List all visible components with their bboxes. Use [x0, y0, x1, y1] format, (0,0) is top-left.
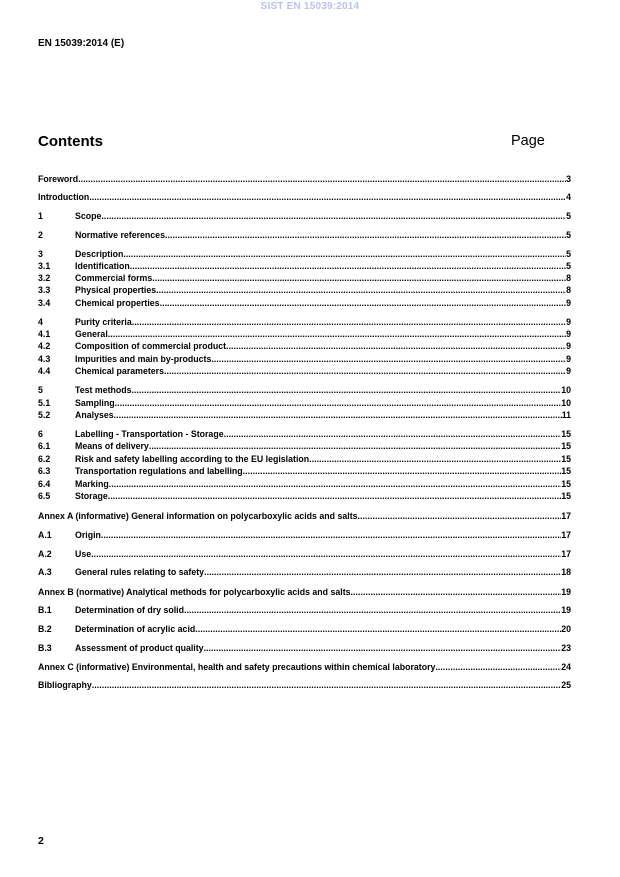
- toc-entry-number: 6.5: [38, 491, 51, 501]
- toc-entry[interactable]: [38, 566, 571, 578]
- dot-leader: [130, 261, 566, 272]
- toc-entry-title: Assessment of product quality: [75, 643, 204, 653]
- dot-leader: [92, 680, 561, 691]
- toc-entry-title: Annex C (informative) Environmental, health and safety precautions within chemical laboratory: [38, 662, 436, 672]
- dot-leader: [101, 211, 566, 222]
- toc-entry[interactable]: [38, 397, 571, 409]
- dot-leader: [132, 385, 562, 396]
- toc-entry[interactable]: [38, 586, 571, 598]
- dot-leader: [91, 549, 561, 560]
- dot-leader: [78, 174, 566, 185]
- toc-entry[interactable]: [38, 604, 571, 616]
- toc-entry-number: 5: [38, 385, 43, 395]
- contents-heading: Contents: [38, 133, 103, 150]
- toc-entry-number: 1: [38, 211, 43, 221]
- toc-entry-title: Description: [75, 249, 124, 259]
- toc-entry-title: Use: [75, 549, 92, 559]
- toc-entry-page: 5: [566, 211, 571, 221]
- toc-entry-page: 15: [561, 466, 571, 476]
- toc-entry[interactable]: [38, 173, 571, 185]
- toc-entry[interactable]: [38, 428, 571, 440]
- dot-leader: [211, 354, 566, 365]
- toc-entry-page: 19: [561, 605, 571, 615]
- toc-entry-number: B.2: [38, 624, 52, 634]
- page-column-label: Page: [511, 133, 545, 149]
- toc-entry-number: 5.1: [38, 398, 51, 408]
- dot-leader: [115, 398, 562, 409]
- toc-entry-number: 3: [38, 249, 43, 259]
- toc-entry-page: 20: [561, 624, 571, 634]
- toc-entry-page: 10: [561, 385, 571, 395]
- dot-leader: [226, 341, 566, 352]
- toc-entry-page: 15: [561, 491, 571, 501]
- toc-entry-number: A.3: [38, 567, 52, 577]
- toc-entry-title: Chemical parameters: [75, 366, 164, 376]
- toc-entry-page: 8: [566, 273, 571, 283]
- toc-entry[interactable]: [38, 353, 571, 365]
- toc-entry-page: 10: [561, 398, 571, 408]
- dot-leader: [224, 429, 562, 440]
- watermark: SIST EN 15039:2014: [260, 1, 360, 12]
- toc-entry[interactable]: [38, 679, 571, 691]
- toc-entry[interactable]: [38, 260, 571, 272]
- dot-leader: [108, 329, 566, 340]
- toc-entry-page: 19: [561, 587, 571, 597]
- toc-entry-page: 9: [566, 366, 571, 376]
- toc-entry[interactable]: [38, 384, 571, 396]
- dot-leader: [156, 285, 566, 296]
- toc-entry-title: Purity criteria: [75, 317, 132, 327]
- toc-entry-number: B.1: [38, 605, 52, 615]
- dot-leader: [123, 249, 566, 260]
- toc-entry-title: Transportation regulations and labelling: [75, 466, 243, 476]
- toc-entry-page: 9: [566, 329, 571, 339]
- toc-entry-title: Introduction: [38, 192, 90, 202]
- toc-entry-title: General rules relating to safety: [75, 567, 205, 577]
- toc-entry-page: 5: [566, 249, 571, 259]
- dot-leader: [149, 441, 561, 452]
- toc-entry[interactable]: [38, 478, 571, 490]
- toc-entry-title: Labelling - Transportation - Storage: [75, 429, 224, 439]
- toc-entry-title: Normative references: [75, 230, 165, 240]
- toc-entry-title: Scope: [75, 211, 102, 221]
- toc-entry-number: 6: [38, 429, 43, 439]
- dot-leader: [309, 454, 561, 465]
- toc-entry[interactable]: [38, 409, 571, 421]
- toc-entry-number: 3.1: [38, 261, 51, 271]
- toc-entry[interactable]: [38, 328, 571, 340]
- toc-entry[interactable]: [38, 642, 571, 654]
- toc-entry-title: Analyses: [75, 410, 114, 420]
- toc-entry-page: 9: [566, 317, 571, 327]
- toc-entry-title: Bibliography: [38, 680, 92, 690]
- toc-entry-title: Storage: [75, 491, 108, 501]
- toc-entry[interactable]: [38, 510, 571, 522]
- dot-leader: [114, 410, 562, 421]
- toc-entry-title: Test methods: [75, 385, 132, 395]
- toc-entry[interactable]: [38, 210, 571, 222]
- toc-entry-number: 4: [38, 317, 43, 327]
- toc-entry[interactable]: [38, 248, 571, 260]
- dot-leader: [351, 587, 562, 598]
- toc-entry-page: 11: [561, 410, 571, 420]
- toc-entry-title: Chemical properties: [75, 298, 160, 308]
- toc-entry-title: Sampling: [75, 398, 115, 408]
- toc-entry-title: Identification: [75, 261, 130, 271]
- toc-entry-page: 5: [566, 230, 571, 240]
- toc-entry-page: 15: [561, 441, 571, 451]
- toc-entry[interactable]: [38, 340, 571, 352]
- toc-entry-number: A.2: [38, 549, 52, 559]
- toc-entry-number: 3.4: [38, 298, 51, 308]
- dot-leader: [195, 624, 561, 635]
- toc-entry[interactable]: [38, 365, 571, 377]
- dot-leader: [108, 491, 561, 502]
- toc-entry[interactable]: [38, 297, 571, 309]
- toc-entry-title: Physical properties: [75, 285, 157, 295]
- toc-entry-number: 4.1: [38, 329, 51, 339]
- toc-entry-number: 5.2: [38, 410, 51, 420]
- toc-entry[interactable]: [38, 191, 571, 203]
- dot-leader: [435, 662, 561, 673]
- toc-entry-title: Means of delivery: [75, 441, 149, 451]
- toc-entry-number: 3.3: [38, 285, 51, 295]
- toc-entry-number: B.3: [38, 643, 52, 653]
- document-identifier: EN 15039:2014 (E): [38, 38, 125, 49]
- dot-leader: [358, 511, 562, 522]
- toc-entry-page: 15: [561, 479, 571, 489]
- toc-entry[interactable]: [38, 316, 571, 328]
- toc-entry-number: 6.3: [38, 466, 51, 476]
- toc-entry-page: 15: [561, 429, 571, 439]
- toc-entry-title: Determination of acrylic acid: [75, 624, 196, 634]
- toc-entry-number: 3.2: [38, 273, 51, 283]
- page-number: 2: [38, 835, 44, 847]
- toc-entry-page: 17: [561, 549, 571, 559]
- dot-leader: [160, 298, 567, 309]
- dot-leader: [109, 479, 561, 490]
- toc-entry-page: 8: [566, 285, 571, 295]
- toc-entry-page: 18: [561, 567, 571, 577]
- dot-leader: [204, 567, 561, 578]
- toc-entry-page: 9: [566, 354, 571, 364]
- dot-leader: [243, 466, 562, 477]
- dot-leader: [89, 192, 566, 203]
- dot-leader: [204, 643, 562, 654]
- toc-entry-number: A.1: [38, 530, 52, 540]
- toc-entry-page: 15: [561, 454, 571, 464]
- dot-leader: [132, 317, 566, 328]
- toc-entry-title: Impurities and main by-products: [75, 354, 212, 364]
- toc-entry[interactable]: [38, 661, 571, 673]
- toc-entry-number: 4.2: [38, 341, 51, 351]
- toc-entry[interactable]: [38, 272, 571, 284]
- toc-entry[interactable]: [38, 465, 571, 477]
- toc-entry[interactable]: [38, 284, 571, 296]
- toc-entry-title: Composition of commercial product: [75, 341, 227, 351]
- dot-leader: [101, 530, 561, 541]
- toc-entry-page: 4: [566, 192, 571, 202]
- toc-entry[interactable]: [38, 548, 571, 560]
- toc-entry-page: 25: [561, 680, 571, 690]
- toc-entry-title: Commercial forms: [75, 273, 153, 283]
- toc-entry-title: General: [75, 329, 108, 339]
- toc-entry[interactable]: [38, 529, 571, 541]
- dot-leader: [152, 273, 566, 284]
- dot-leader: [164, 366, 566, 377]
- toc-entry[interactable]: [38, 440, 571, 452]
- toc-entry-number: 6.2: [38, 454, 51, 464]
- toc-entry-page: 9: [566, 341, 571, 351]
- toc-entry[interactable]: [38, 453, 571, 465]
- toc-entry-title: Determination of dry solid: [75, 605, 184, 615]
- toc-entry-page: 24: [561, 662, 571, 672]
- toc-entry-title: Foreword: [38, 174, 79, 184]
- toc-entry-number: 6.1: [38, 441, 51, 451]
- toc-entry-page: 5: [566, 261, 571, 271]
- toc-entry[interactable]: [38, 229, 571, 241]
- toc-entry-page: 9: [566, 298, 571, 308]
- toc-entry[interactable]: [38, 623, 571, 635]
- toc-entry-page: 17: [561, 530, 571, 540]
- toc-entry-number: 4.3: [38, 354, 51, 364]
- toc-entry-title: Origin: [75, 530, 101, 540]
- toc-entry-number: 2: [38, 230, 43, 240]
- toc-entry-title: Annex A (informative) General information on polycarboxylic acids and salts: [38, 511, 358, 521]
- toc-entry-page: 17: [561, 511, 571, 521]
- toc-entry-page: 23: [561, 643, 571, 653]
- toc-entry-title: Marking: [75, 479, 109, 489]
- toc-entry-number: 6.4: [38, 479, 51, 489]
- toc-entry-title: Annex B (normative) Analytical methods for polycarboxylic acids and salts: [38, 587, 351, 597]
- toc-entry-title: Risk and safety labelling according to the EU legislation: [75, 454, 310, 464]
- toc-entry[interactable]: [38, 490, 571, 502]
- dot-leader: [184, 605, 561, 616]
- dot-leader: [165, 230, 566, 241]
- toc-entry-number: 4.4: [38, 366, 51, 376]
- toc-entry-page: 3: [566, 174, 571, 184]
